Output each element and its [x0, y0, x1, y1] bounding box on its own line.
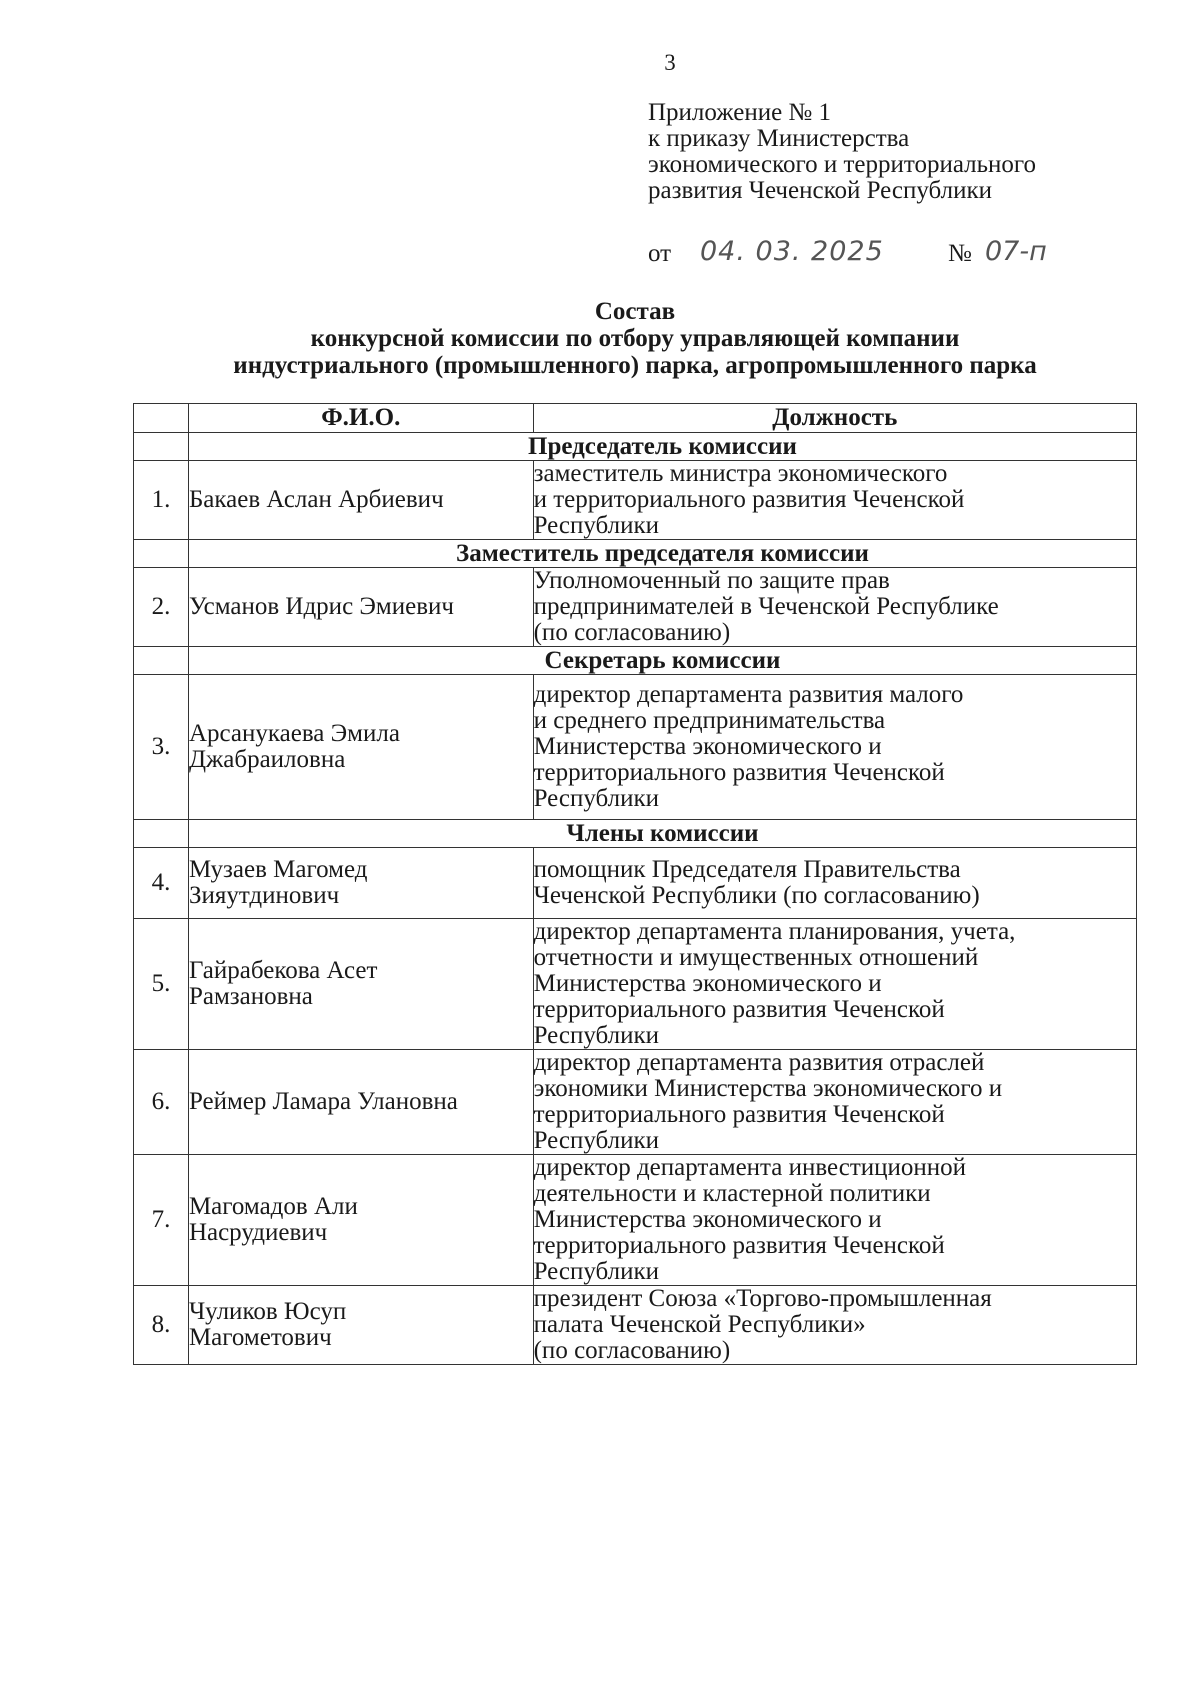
- member-position-line: территориального развития Чеченской: [533, 1101, 945, 1128]
- section-heading: Члены комиссии: [188, 820, 1136, 848]
- member-position-line: территориального развития Чеченской: [533, 759, 945, 786]
- section-row: [134, 433, 1137, 461]
- member-name-line: Джабраиловна: [188, 746, 346, 773]
- member-position-line: помощник Председателя Правительства: [533, 856, 961, 883]
- table-row: [134, 1286, 1137, 1365]
- member-position-line: экономики Министерства экономического и: [533, 1075, 1003, 1102]
- order-number-handwritten: 07-п: [985, 236, 1047, 267]
- title-line: Состав: [594, 298, 676, 325]
- row-number: 7.: [134, 1155, 189, 1286]
- order-from-label: от: [648, 240, 672, 267]
- member-position-line: Республики: [533, 1127, 660, 1154]
- member-name-line: Музаев Магомед: [188, 856, 368, 883]
- commission-table: [133, 403, 1137, 1365]
- member-position: [533, 675, 1136, 820]
- member-name-line: Усманов Идрис Эмиевич: [188, 593, 454, 620]
- row-number: 2.: [134, 568, 189, 647]
- member-position-line: территориального развития Чеченской: [533, 996, 945, 1023]
- member-position: [533, 461, 1136, 540]
- member-position-line: Чеченской Республики (по согласованию): [533, 882, 980, 909]
- row-number: 6.: [134, 1050, 189, 1155]
- section-heading: Председатель комиссии: [188, 433, 1136, 461]
- member-name-line: Чуликов Юсуп: [188, 1298, 347, 1325]
- member-position-line: Республики: [533, 512, 660, 539]
- table-row: [134, 675, 1137, 820]
- member-position-line: Республики: [533, 1022, 660, 1049]
- member-position-line: палата Чеченской Республики»: [533, 1311, 866, 1338]
- member-position: [533, 919, 1136, 1050]
- member-position-line: Уполномоченный по защите прав: [533, 567, 890, 594]
- section-spacer-cell: [134, 540, 189, 568]
- member-name-line: Реймер Ламара Улановна: [188, 1088, 458, 1115]
- table-row: [134, 1050, 1137, 1155]
- member-name-line: Зияутдинович: [188, 882, 340, 909]
- section-row: [134, 540, 1137, 568]
- member-position-line: (по согласованию): [533, 1337, 731, 1364]
- member-position-line: директор департамента развития малого: [533, 681, 964, 708]
- row-number: 5.: [134, 919, 189, 1050]
- member-position-line: заместитель министра экономического: [533, 460, 948, 487]
- order-date-handwritten: 04. 03. 2025: [700, 236, 884, 267]
- member-position-line: директор департамента планирования, учета,: [533, 918, 1016, 945]
- member-position: [533, 1286, 1136, 1365]
- member-position-line: и территориального развития Чеченской: [533, 486, 965, 513]
- member-name-line: Магомадов Али: [188, 1193, 358, 1220]
- member-name: [188, 1155, 533, 1286]
- title-line: конкурсной комиссии по отбору управляющей компании: [310, 325, 960, 352]
- table-row: [134, 919, 1137, 1050]
- page-number: 3: [664, 50, 676, 75]
- header-name-cell: Ф.И.О.: [188, 404, 533, 433]
- member-position-line: предпринимателей в Чеченской Республике: [533, 593, 999, 620]
- appendix-line: экономического и территориального: [648, 151, 1037, 178]
- member-position-line: территориального развития Чеченской: [533, 1232, 945, 1259]
- member-name-line: Магометович: [188, 1324, 332, 1351]
- order-number-label: №: [948, 240, 972, 267]
- member-position-line: отчетности и имущественных отношений: [533, 944, 979, 971]
- member-position-line: Министерства экономического и: [533, 733, 882, 760]
- member-position: [533, 1050, 1136, 1155]
- member-position: [533, 1155, 1136, 1286]
- document-title: [130, 298, 1140, 379]
- row-number: 3.: [134, 675, 189, 820]
- member-position-line: президент Союза «Торгово-промышленная: [533, 1285, 992, 1312]
- member-name-line: Рамзановна: [188, 983, 313, 1010]
- table-row: [134, 848, 1137, 919]
- row-number: 4.: [134, 848, 189, 919]
- member-position: [533, 568, 1136, 647]
- member-position-line: (по согласованию): [533, 619, 731, 646]
- section-row: [134, 820, 1137, 848]
- member-name: [188, 675, 533, 820]
- table-row: [134, 461, 1137, 540]
- row-number: 1.: [134, 461, 189, 540]
- appendix-line: к приказу Министерства: [648, 125, 910, 152]
- member-name: [188, 1050, 533, 1155]
- member-position-line: Республики: [533, 1258, 660, 1285]
- member-name-line: Арсанукаева Эмила: [188, 720, 400, 747]
- header-position-cell: Должность: [533, 404, 1136, 433]
- section-spacer-cell: [134, 433, 189, 461]
- member-name-line: Насрудиевич: [188, 1219, 328, 1246]
- section-heading: Секретарь комиссии: [188, 647, 1136, 675]
- member-position: [533, 848, 1136, 919]
- member-position-line: Министерства экономического и: [533, 1206, 882, 1233]
- table-row: [134, 1155, 1137, 1286]
- row-number: 8.: [134, 1286, 189, 1365]
- section-spacer-cell: [134, 820, 189, 848]
- appendix-line: развития Чеченской Республики: [648, 177, 992, 204]
- member-name: [188, 919, 533, 1050]
- member-name: [188, 1286, 533, 1365]
- section-heading: Заместитель председателя комиссии: [188, 540, 1136, 568]
- member-position-line: директор департамента инвестиционной: [533, 1154, 967, 1181]
- member-position-line: Республики: [533, 785, 660, 812]
- appendix-line: Приложение № 1: [648, 99, 832, 126]
- member-name: [188, 568, 533, 647]
- section-row: [134, 647, 1137, 675]
- header-number-cell: [134, 404, 189, 433]
- member-position-line: деятельности и кластерной политики: [533, 1180, 931, 1207]
- title-line: индустриального (промышленного) парка, агропромышленного парка: [233, 352, 1037, 379]
- section-spacer-cell: [134, 647, 189, 675]
- table-row: [134, 568, 1137, 647]
- member-name-line: Гайрабекова Асет: [188, 957, 378, 984]
- member-name: [188, 848, 533, 919]
- appendix-header: [648, 100, 1036, 204]
- member-position-line: и среднего предпринимательства: [533, 707, 886, 734]
- member-name-line: Бакаев Аслан Арбиевич: [188, 486, 444, 513]
- member-position-line: Министерства экономического и: [533, 970, 882, 997]
- member-name: [188, 461, 533, 540]
- member-position-line: директор департамента развития отраслей: [533, 1049, 985, 1076]
- table-header-row: [134, 404, 1137, 433]
